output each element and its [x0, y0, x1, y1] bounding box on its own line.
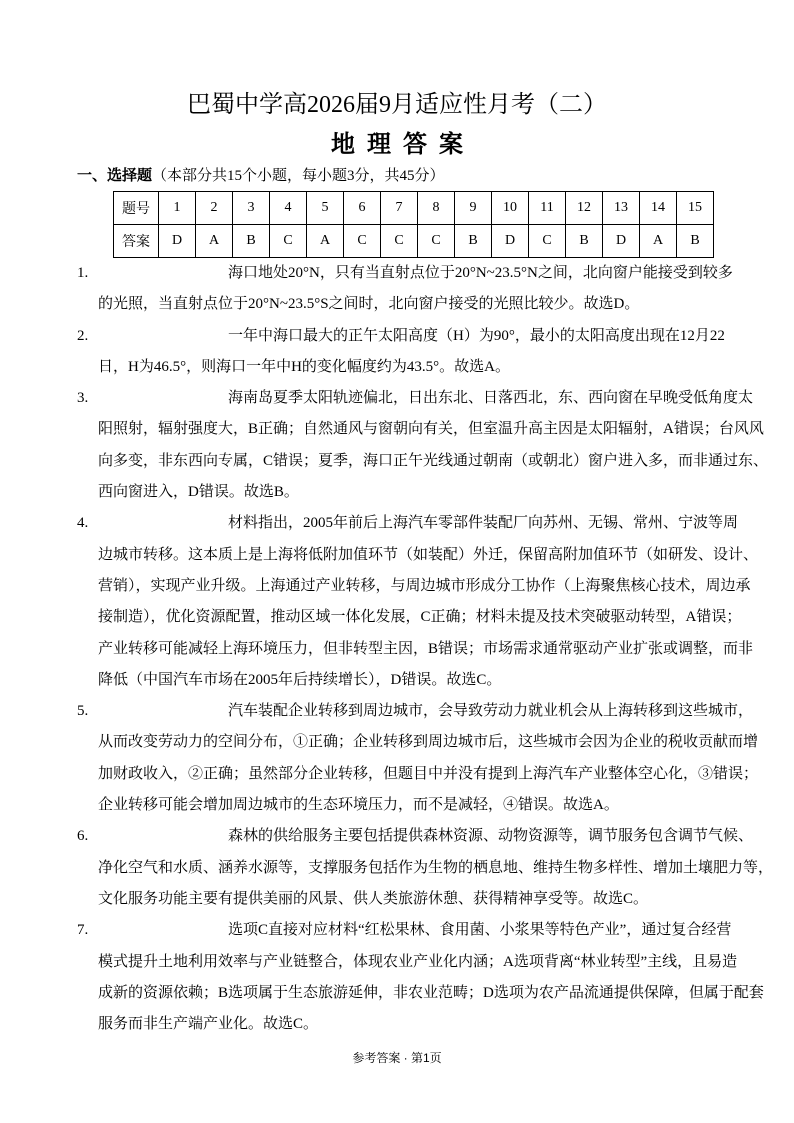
question-number-cell: 11 [529, 192, 566, 225]
text-line [0, 571, 794, 602]
item-number: 2. [77, 327, 89, 344]
text-line [0, 634, 794, 665]
answer-cell: C [529, 225, 566, 258]
row-header: 题号 [114, 192, 159, 225]
line-text: 接制造），优化资源配置，推动区域一体化发展，C正确；材料未提及技术突破驱动转型，A错误； [98, 609, 742, 626]
question-number-cell: 1 [159, 192, 196, 225]
answer-cell: D [492, 225, 529, 258]
line-text: 边城市转移。这本质上是上海将低附加值环节（如装配）外迁，保留高附加值环节（如研发、设计、 [98, 546, 759, 563]
text-line [0, 696, 794, 727]
line-text: 海口地处20°N，只有当直射点位于20°N~23.5°N之间，北向窗户能接受到较多 [228, 265, 733, 281]
line-text: 服务而非生产端产业化。故选C。 [98, 1016, 319, 1033]
line-text: 成新的资源依赖；B选项属于生态旅游延伸，非农业范畴；D选项为农产品流通提供保障，但属于配套 [98, 984, 764, 1001]
answer-cell: A [307, 225, 344, 258]
text-line [0, 821, 794, 852]
text-line [0, 383, 794, 414]
item-number: 6. [77, 828, 89, 845]
line-text: 海南岛夏季太阳轨迹偏北，日出东北、日落西北，东、西向窗在早晚受低角度太 [228, 390, 754, 407]
question-number-cell: 4 [270, 192, 307, 225]
line-text: 净化空气和水质、涵养水源等，支撑服务包括作为生物的栖息地、维持生物多样性、增加土壤肥力等， [98, 859, 774, 876]
explanation-item [0, 508, 794, 696]
explanation-item [0, 696, 794, 821]
explanation-item [0, 383, 794, 508]
explanation-item [0, 915, 794, 1040]
section-note: （本部分共15个小题，每小题3分，共45分） [152, 168, 445, 184]
question-number-cell: 9 [455, 192, 492, 225]
explanations [0, 258, 794, 1040]
question-number-cell: 6 [344, 192, 381, 225]
line-text: 营销），实现产业升级。上海通过产业转移，与周边城市形成分工协作（上海聚焦核心技术，周边承 [98, 577, 751, 594]
text-line [0, 1009, 794, 1040]
text-line [0, 258, 794, 289]
line-text: 选项C直接对应材料“红松果林、食用菌、小浆果等特色产业”，通过复合经营 [228, 922, 732, 939]
item-number: 7. [77, 922, 89, 939]
line-text: 的光照，当直射点位于20°N~23.5°S之间时，北向窗户接受的光照比较少。故选D。 [98, 296, 640, 313]
question-number-cell: 5 [307, 192, 344, 225]
answer-cell: A [196, 225, 233, 258]
line-text: 森林的供给服务主要包括提供森林资源、动物资源等，调节服务包含调节气候、 [228, 828, 754, 845]
question-number-cell: 12 [566, 192, 603, 225]
item-number: 1. [77, 265, 89, 281]
answer-cell: B [677, 225, 714, 258]
line-text: 企业转移可能会增加周边城市的生态环境压力，而不是减轻，④错误。故选A。 [98, 797, 619, 814]
line-text: 模式提升土地利用效率与产业链整合，体现农业产业化内涵；A选项背离“林业转型”主线，且易造 [98, 953, 738, 970]
line-text: 材料指出，2005年前后上海汽车零部件装配厂向苏州、无锡、常州、宁波等周 [228, 515, 739, 532]
answer-cell: C [270, 225, 307, 258]
answer-cell: B [233, 225, 270, 258]
answer-table [113, 191, 714, 258]
explanation-item [0, 321, 794, 384]
question-number-cell: 13 [603, 192, 640, 225]
page-subtitle: 地理答案 [331, 132, 475, 158]
text-line [0, 884, 794, 915]
question-number-cell: 2 [196, 192, 233, 225]
table-row-numbers [114, 192, 714, 225]
question-number-cell: 14 [640, 192, 677, 225]
section-heading [77, 164, 445, 185]
question-number-cell: 7 [381, 192, 418, 225]
text-line [0, 540, 794, 571]
text-line [0, 508, 794, 539]
question-number-cell: 10 [492, 192, 529, 225]
table-row-answers [114, 225, 714, 258]
text-line [0, 853, 794, 884]
section-label: 一、选择题 [77, 168, 153, 184]
text-line [0, 915, 794, 946]
answer-cell: C [381, 225, 418, 258]
item-number: 3. [77, 390, 89, 407]
explanation-item [0, 821, 794, 915]
line-text: 加财政收入，②正确；虽然部分企业转移，但题目中并没有提到上海汽车产业整体空心化，③错误； [98, 765, 759, 782]
line-text: 西向窗进入，D错误。故选B。 [98, 484, 299, 501]
text-line [0, 414, 794, 445]
row-header: 答案 [114, 225, 159, 258]
line-text: 降低（中国汽车市场在2005年后持续增长），D错误。故选C。 [98, 671, 502, 688]
page-footer: 参考答案 · 第1页 [352, 1051, 442, 1065]
line-text: 向多变，非东西向专属，C错误；夏季，海口正午光线通过朝南（或朝北）窗户进入多，而非通过东、 [98, 452, 769, 469]
text-line [0, 759, 794, 790]
answer-cell: C [418, 225, 455, 258]
text-line [0, 727, 794, 758]
line-text: 日，H为46.5°，则海口一年中H的变化幅度约为43.5°。故选A。 [98, 358, 510, 375]
line-text: 阳照射，辐射强度大，B正确；自然通风与窗朝向有关，但室温升高主因是太阳辐射，A错误；台风风 [98, 421, 764, 438]
answer-cell: B [455, 225, 492, 258]
answer-cell: B [566, 225, 603, 258]
answer-cell: A [640, 225, 677, 258]
answer-cell: D [603, 225, 640, 258]
line-text: 一年中海口最大的正午太阳高度（H）为90°，最小的太阳高度出现在12月22 [228, 327, 725, 344]
question-number-cell: 15 [677, 192, 714, 225]
text-line [0, 289, 794, 320]
line-text: 汽车装配企业转移到周边城市，会导致劳动力就业机会从上海转移到这些城市， [228, 703, 754, 720]
text-line [0, 947, 794, 978]
line-text: 从而改变劳动力的空间分布，①正确；企业转移到周边城市后，这些城市会因为企业的税收贡献而增 [98, 734, 759, 751]
text-line [0, 602, 794, 633]
question-number-cell: 8 [418, 192, 455, 225]
text-line [0, 790, 794, 821]
question-number-cell: 3 [233, 192, 270, 225]
text-line [0, 321, 794, 352]
line-text: 文化服务功能主要有提供美丽的风景、供人类旅游休憩、获得精神享受等。故选C。 [98, 890, 649, 907]
item-number: 5. [77, 703, 89, 720]
item-number: 4. [77, 515, 89, 532]
text-line [0, 352, 794, 383]
explanation-item [0, 258, 794, 321]
page-title: 巴蜀中学高2026届9月适应性月考（二） [187, 92, 607, 118]
answer-cell: C [344, 225, 381, 258]
text-line [0, 665, 794, 696]
text-line [0, 446, 794, 477]
text-line [0, 477, 794, 508]
text-line [0, 978, 794, 1009]
answer-cell: D [159, 225, 196, 258]
line-text: 产业转移可能减轻上海环境压力，但非转型主因，B错误；市场需求通常驱动产业扩张或调整，而非 [98, 640, 754, 657]
